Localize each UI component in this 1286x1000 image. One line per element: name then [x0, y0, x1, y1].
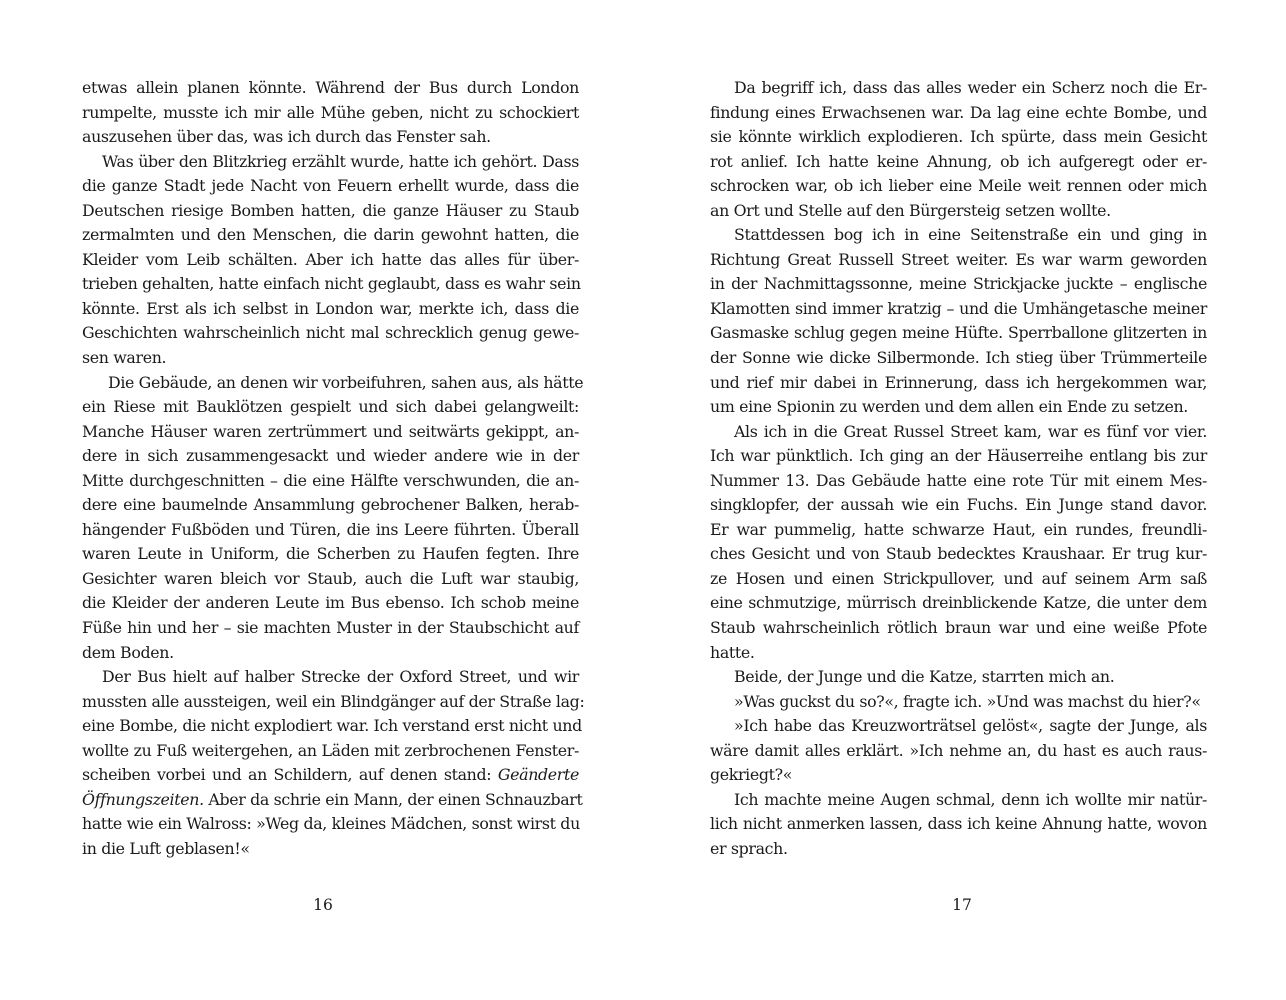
text-line: Gesichter waren bleich vor Staub, auch die Luft war staubig, [82, 568, 579, 588]
text-line: Da begriff ich, dass das alles weder ein Scherz noch die Er- [734, 78, 1207, 97]
text-line: Richtung Great Russell Street weiter. Es war warm geworden [710, 249, 1207, 269]
text-line: eine schmutzige, mürrisch dreinblickende Katze, die unter dem [710, 593, 1207, 613]
text-line: Mitte durchgeschnitten – die eine Hälfte verschwunden, die an- [82, 470, 579, 490]
text-line: Klamotten sind immer kratzig – und die Umhängetasche meiner [710, 298, 1207, 318]
text-line: könnte. Erst als ich selbst in London war, merkte ich, dass die [82, 298, 579, 318]
text-line: und rief mir dabei in Erinnerung, dass ich hergekommen war, [710, 372, 1207, 392]
page-number-left: 16 [313, 896, 333, 914]
text-line: Die Gebäude, an denen wir vorbeifuhren, sahen aus, als hätte [108, 372, 584, 392]
text-line: Ich machte meine Augen schmal, denn ich wollte mir natür- [734, 789, 1207, 809]
text-line: singklopfer, der aussah wie ein Fuchs. Ein Junge stand davor. [710, 495, 1207, 515]
text-line: eine Bombe, die nicht explodiert war. Ich verstand erst nicht und [82, 716, 582, 736]
text-line: an Ort und Stelle auf den Bürgersteig setzen wollte. [710, 200, 1111, 220]
text-segment: Aber da schrie ein Mann, der einen Schnauzbart [203, 789, 583, 809]
left-page [82, 76, 585, 862]
text-line: Ich war pünktlich. Ich ging an der Häuserreihe entlang bis zur [710, 446, 1207, 466]
text-line: Staub wahrscheinlich rötlich braun war und eine weiße Pfote [710, 618, 1207, 638]
text-line: Gasmaske schlug gegen meine Hüfte. Sperrballone glitzerten in [710, 323, 1207, 343]
text-line: hatte wie ein Walross: »Weg da, kleines Mädchen, sonst wirst du [82, 814, 580, 834]
text-line: zermalmten und den Menschen, die darin gewohnt hatten, die [82, 225, 579, 245]
text-line: sie könnte wirklich explodieren. Ich spürte, dass mein Gesicht [710, 127, 1207, 147]
text-line: um eine Spionin zu werden und dem allen ein Ende zu setzen. [710, 397, 1188, 417]
text-line: findung eines Erwachsenen war. Da lag eine echte Bombe, und [710, 102, 1207, 122]
text-line: Stattdessen bog ich in eine Seitenstraße ein und ging in [734, 225, 1207, 245]
text-line: sen waren. [82, 348, 167, 368]
text-line-with-italic [82, 788, 583, 813]
text-line: Deutschen riesige Bomben hatten, die ganze Häuser zu Staub [82, 200, 579, 220]
text-line: mussten alle aussteigen, weil ein Blindgänger auf der Straße lag: [82, 691, 585, 711]
text-line: Beide, der Junge und die Katze, starrten mich an. [734, 667, 1115, 687]
text-line: rumpelte, musste ich mir alle Mühe geben, nicht zu schockiert [82, 102, 579, 122]
text-line: lich nicht anmerken lassen, dass ich keine Ahnung hatte, wovon [710, 814, 1207, 834]
text-line: ches Gesicht und von Staub bedecktes Kraushaar. Er trug kur- [710, 544, 1207, 564]
right-page [710, 76, 1207, 862]
text-line: dem Boden. [82, 642, 174, 662]
text-line: ein Riese mit Bauklötzen gespielt und sich dabei gelangweilt: [82, 397, 579, 417]
text-line: in die Luft geblasen!« [82, 838, 250, 858]
text-line: »Was guckst du so?«, fragte ich. »Und was machst du hier?« [734, 691, 1201, 711]
text-line: hängender Fußböden und Türen, die ins Leere führten. Überall [82, 519, 579, 539]
page-number-right: 17 [952, 896, 972, 914]
text-line: die Kleider der anderen Leute im Bus ebenso. Ich schob meine [82, 593, 579, 613]
text-line-with-italic [82, 763, 579, 788]
text-line: wollte zu Fuß weitergehen, an Läden mit zerbrochenen Fenster- [82, 740, 579, 760]
text-line: dere in sich zusammengesackt und wieder andere wie in der [82, 446, 579, 466]
text-line: Manche Häuser waren zertrümmert und seitwärts gekippt, an- [82, 421, 579, 441]
italic-text: Öffnungszeiten. [82, 789, 204, 809]
text-line: Füße hin und her – sie machten Muster in der Staubschicht auf [82, 618, 579, 638]
text-line: »Ich habe das Kreuzworträtsel gelöst«, sagte der Junge, als [734, 716, 1207, 736]
text-line: Geschichten wahrscheinlich nicht mal schrecklich genug gewe- [82, 323, 579, 343]
italic-text: Geänderte [497, 765, 579, 785]
text-line: dere eine baumelnde Ansammlung gebrochener Balken, herab- [82, 495, 579, 515]
text-line: Kleider vom Leib schälten. Aber ich hatte das alles für über- [82, 249, 579, 269]
text-line: waren Leute in Uniform, die Scherben zu Haufen fegten. Ihre [82, 544, 579, 564]
text-line: Er war pummelig, hatte schwarze Haut, ein rundes, freundli- [710, 519, 1207, 539]
text-segment: scheiben vorbei und an Schildern, auf denen stand: [82, 765, 492, 785]
text-line: Der Bus hielt auf halber Strecke der Oxford Street, und wir [102, 667, 579, 687]
text-line: rot anlief. Ich hatte keine Ahnung, ob ich aufgeregt oder er- [710, 151, 1207, 171]
text-line: der Sonne wie dicke Silbermonde. Ich stieg über Trümmerteile [710, 348, 1207, 368]
text-line: hatte. [710, 642, 755, 662]
text-line: die ganze Stadt jede Nacht von Feuern erhellt wurde, dass die [82, 176, 579, 196]
text-line: wäre damit alles erklärt. »Ich nehme an, du hast es auch raus- [710, 740, 1207, 760]
text-line: in der Nachmittagssonne, meine Strickjacke juckte – englische [710, 274, 1207, 294]
text-line: er sprach. [710, 838, 788, 858]
text-line: ze Hosen und einen Strickpullover, und auf seinem Arm saß [710, 568, 1207, 588]
text-line: auszusehen über das, was ich durch das Fenster sah. [82, 127, 491, 147]
text-line: etwas allein planen könnte. Während der Bus durch London [82, 78, 579, 97]
text-line: Als ich in die Great Russel Street kam, war es fünf vor vier. [734, 421, 1207, 441]
text-line: Was über den Blitzkrieg erzählt wurde, hatte ich gehört. Dass [102, 151, 579, 171]
text-line: gekriegt?« [710, 765, 793, 785]
text-line: schrocken war, ob ich lieber eine Meile weit rennen oder mich [710, 176, 1207, 196]
text-line: Nummer 13. Das Gebäude hatte eine rote Tür mit einem Mes- [710, 470, 1207, 490]
text-line: trieben gehalten, hatte einfach nicht geglaubt, dass es wahr sein [82, 274, 581, 294]
